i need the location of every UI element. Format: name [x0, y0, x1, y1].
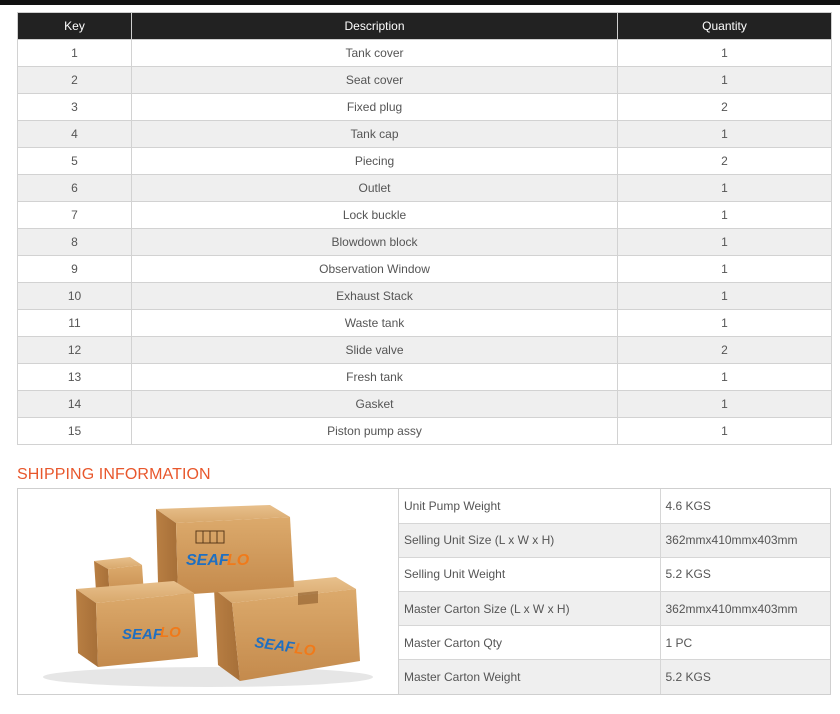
cell-description: Fresh tank [132, 364, 618, 391]
cell-key: 14 [18, 391, 132, 418]
cell-key: 7 [18, 202, 132, 229]
box-right [214, 577, 360, 681]
cell-quantity: 1 [618, 391, 832, 418]
cell-description: Lock buckle [132, 202, 618, 229]
cell-quantity: 1 [618, 256, 832, 283]
cell-quantity: 2 [618, 148, 832, 175]
boxes-illustration [18, 489, 399, 694]
cell-quantity: 1 [618, 67, 832, 94]
box-top [156, 505, 294, 595]
shipping-value: 362mmx410mmx403mm [660, 592, 830, 626]
cell-key: 5 [18, 148, 132, 175]
cardboard-boxes-image [18, 489, 399, 694]
cell-quantity: 1 [618, 283, 832, 310]
cell-description: Fixed plug [132, 94, 618, 121]
cell-quantity: 1 [618, 202, 832, 229]
table-row [18, 67, 832, 94]
table-row [18, 148, 832, 175]
table-row [18, 310, 832, 337]
cell-description: Blowdown block [132, 229, 618, 256]
box-front [76, 581, 198, 667]
shipping-label: Selling Unit Size (L x W x H) [399, 523, 660, 557]
table-row [18, 40, 832, 67]
cell-description: Tank cap [132, 121, 618, 148]
shipping-value: 362mmx410mmx403mm [660, 523, 830, 557]
table-row [18, 229, 832, 256]
cell-description: Piston pump assy [132, 418, 618, 445]
cell-description: Observation Window [132, 256, 618, 283]
table-row [18, 364, 832, 391]
cell-key: 9 [18, 256, 132, 283]
header-description: Description [132, 13, 618, 40]
table-row [18, 94, 832, 121]
table-row [399, 660, 830, 694]
cell-key: 13 [18, 364, 132, 391]
shipping-value: 5.2 KGS [660, 557, 830, 591]
shipping-table [399, 489, 830, 694]
svg-text:LO: LO [293, 640, 317, 660]
table-row [18, 418, 832, 445]
cell-key: 1 [18, 40, 132, 67]
cell-quantity: 1 [618, 121, 832, 148]
table-row [399, 489, 830, 523]
cell-key: 12 [18, 337, 132, 364]
table-row [399, 626, 830, 660]
cell-quantity: 1 [618, 364, 832, 391]
cell-quantity: 1 [618, 175, 832, 202]
cell-quantity: 1 [618, 418, 832, 445]
table-row [18, 256, 832, 283]
table-row [399, 557, 830, 591]
shipping-value: 5.2 KGS [660, 660, 830, 694]
cell-description: Piecing [132, 148, 618, 175]
table-row [18, 391, 832, 418]
cell-description: Gasket [132, 391, 618, 418]
table-row [399, 523, 830, 557]
shipping-label: Unit Pump Weight [399, 489, 660, 523]
cell-quantity: 2 [618, 94, 832, 121]
svg-text:SEAF: SEAF [186, 552, 229, 569]
cell-quantity: 1 [618, 40, 832, 67]
table-row [18, 175, 832, 202]
shipping-value: 1 PC [660, 626, 830, 660]
shipping-label: Master Carton Size (L x W x H) [399, 592, 660, 626]
cell-key: 4 [18, 121, 132, 148]
table-row [18, 202, 832, 229]
svg-text:LO: LO [227, 552, 250, 569]
parts-table-header [18, 13, 832, 40]
cell-key: 15 [18, 418, 132, 445]
shipping-panel [17, 488, 831, 695]
table-row [18, 283, 832, 310]
cell-description: Exhaust Stack [132, 283, 618, 310]
table-row [18, 121, 832, 148]
shipping-value: 4.6 KGS [660, 489, 830, 523]
cell-key: 3 [18, 94, 132, 121]
cell-quantity: 1 [618, 229, 832, 256]
cell-key: 8 [18, 229, 132, 256]
cell-description: Waste tank [132, 310, 618, 337]
cell-quantity: 1 [618, 310, 832, 337]
shipping-heading: SHIPPING INFORMATION [17, 466, 211, 483]
shipping-label: Master Carton Weight [399, 660, 660, 694]
shipping-label: Selling Unit Weight [399, 557, 660, 591]
header-key: Key [18, 13, 132, 40]
svg-text:LO: LO [160, 624, 181, 641]
shipping-label: Master Carton Qty [399, 626, 660, 660]
cell-description: Seat cover [132, 67, 618, 94]
cell-description: Slide valve [132, 337, 618, 364]
cell-quantity: 2 [618, 337, 832, 364]
cell-description: Outlet [132, 175, 618, 202]
top-bar [0, 0, 840, 5]
cell-description: Tank cover [132, 40, 618, 67]
table-row [399, 592, 830, 626]
svg-text:SEAF: SEAF [122, 626, 163, 643]
table-row [18, 337, 832, 364]
header-quantity: Quantity [618, 13, 832, 40]
parts-table [17, 12, 832, 445]
svg-text:SEAF: SEAF [253, 634, 296, 657]
cell-key: 6 [18, 175, 132, 202]
cell-key: 2 [18, 67, 132, 94]
cell-key: 11 [18, 310, 132, 337]
cell-key: 10 [18, 283, 132, 310]
